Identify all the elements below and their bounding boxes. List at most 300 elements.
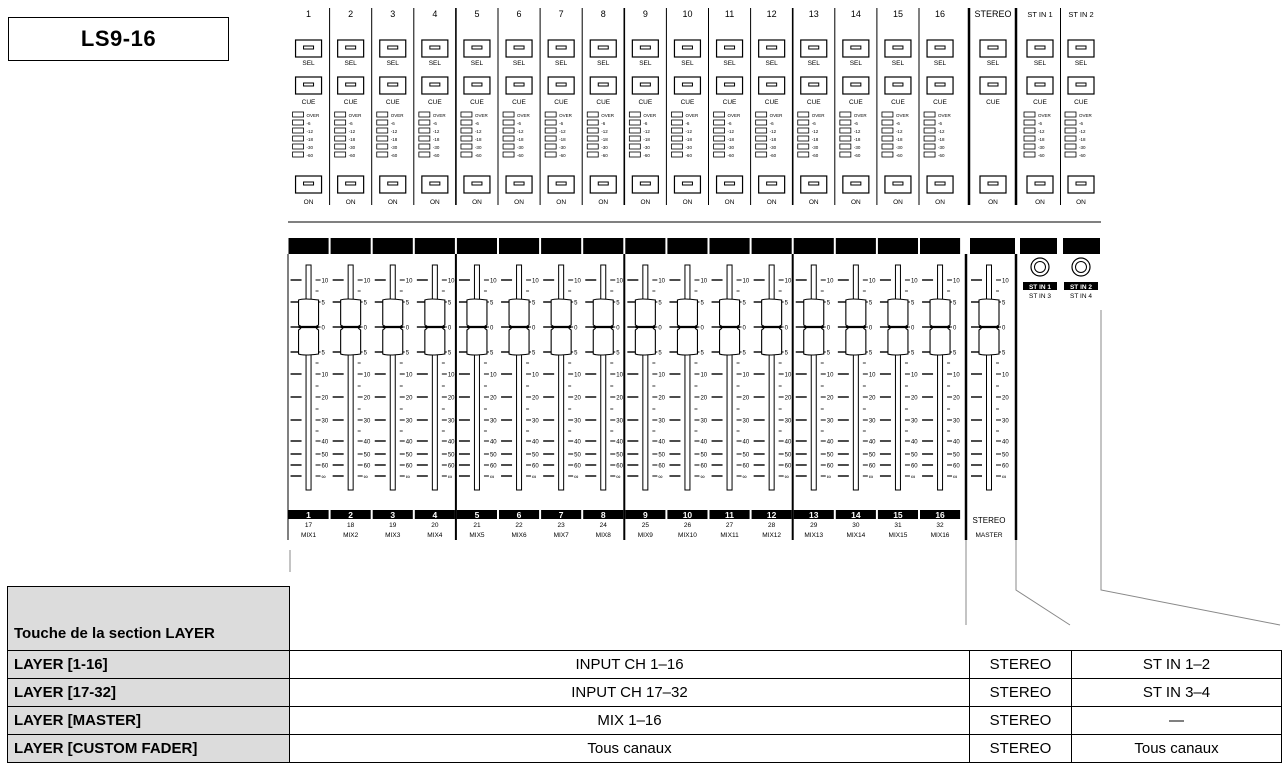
meter-segment [293, 152, 304, 157]
fader-scale-label: 30 [363, 418, 371, 425]
layer-stereo: STEREO [970, 707, 1072, 735]
fader-scale-label: 10 [447, 372, 455, 379]
fader-scale-label: 10 [616, 278, 623, 285]
fader-scale-label: 5 [742, 350, 746, 357]
fader-scale-label: 5 [910, 300, 915, 307]
mix-label: MIX8 [595, 532, 611, 539]
meter-label: OVER [517, 113, 530, 118]
fader-scale-label: 10 [363, 278, 371, 285]
channel-bottom-number: 16 [935, 510, 945, 520]
meter-segment [1065, 144, 1076, 149]
cue-label: CUE [891, 99, 905, 106]
meter-segment [840, 120, 851, 125]
cue-button-led [725, 83, 735, 86]
fader-scale-label: 0 [489, 325, 494, 332]
layer-key: LAYER [17-32] [8, 679, 290, 707]
sel-button-led [430, 46, 440, 49]
meter-segment [1065, 112, 1076, 117]
meter-segment [377, 144, 388, 149]
on-button-led [935, 182, 945, 185]
fader-scale-label: 5 [405, 300, 410, 307]
meter-label: -60 [348, 153, 356, 158]
fader-scale-label: ∞ [616, 474, 621, 481]
channel-fader [291, 265, 329, 490]
channel-name-display [878, 238, 918, 254]
channel-bottom-number: 7 [558, 510, 564, 520]
cue-label: CUE [986, 99, 1000, 106]
stereo-fader [971, 265, 1009, 490]
meter-segment [587, 152, 598, 157]
fader-scale-label: 30 [784, 418, 792, 425]
fader-scale-label: 40 [700, 439, 708, 446]
meter-segment [587, 128, 598, 133]
sel-button-led [514, 46, 524, 49]
fader-scale-label: 5 [658, 350, 662, 357]
fader-scale-label: ∞ [826, 474, 832, 481]
meter-segment [419, 112, 430, 117]
sel-label: SEL [1033, 60, 1047, 67]
meter-segment [377, 112, 388, 117]
meter-segment [335, 144, 346, 149]
meter-label: -60 [811, 153, 819, 158]
meter-label: OVER [348, 113, 362, 118]
meter-segment [1024, 144, 1035, 149]
meter-segment [756, 120, 767, 125]
layer-key: LAYER [CUSTOM FADER] [8, 735, 290, 763]
on-label: ON [988, 199, 998, 206]
fader-scale-label: 40 [616, 439, 623, 446]
layer-stereo: STEREO [970, 651, 1072, 679]
channel-bottom-number: 4 [432, 510, 438, 520]
fader-scale-label: 5 [363, 300, 367, 307]
fader-scale-label: 50 [405, 452, 413, 459]
sel-button-led [640, 46, 650, 49]
meter-label: -12 [559, 129, 566, 134]
meter-segment [377, 128, 388, 133]
channel-number: 14 [850, 9, 861, 19]
meter-label: -6 [727, 121, 732, 126]
channel-name-display [499, 238, 539, 254]
meter-segment [587, 136, 598, 141]
cue-button-led [472, 83, 482, 86]
channel-number: 16 [935, 9, 946, 19]
meter-segment [587, 112, 598, 117]
fader-scale-label: 0 [953, 325, 957, 332]
sel-label: SEL [807, 60, 820, 67]
on-label: ON [598, 199, 609, 206]
channel-alt-number: 26 [683, 522, 692, 529]
meter-label: OVER [727, 113, 741, 118]
meter-label: -6 [517, 121, 522, 126]
channel-alt-number: 27 [725, 522, 734, 529]
fader-scale-label: 60 [447, 463, 455, 470]
meter-segment [714, 144, 725, 149]
sel-label: SEL [849, 60, 862, 67]
meter-label: -18 [474, 137, 482, 142]
meter-segment [629, 136, 640, 141]
fader-scale-label: 10 [658, 278, 666, 285]
fader-scale-label: 50 [784, 452, 792, 459]
cue-button-led [388, 83, 398, 86]
fader-scale-label: 5 [321, 300, 325, 307]
meter-segment [714, 112, 725, 117]
meter-label: -18 [517, 137, 524, 142]
meter-segment [1065, 128, 1076, 133]
meter-segment [671, 152, 682, 157]
meter-segment [671, 144, 682, 149]
fader-scale-label: ∞ [363, 474, 368, 481]
meter-label: -30 [853, 145, 861, 150]
meter-segment [461, 152, 472, 157]
meter-segment [1065, 120, 1076, 125]
meter-segment [461, 112, 472, 117]
meter-label: -18 [769, 137, 777, 142]
sel-button-led [725, 46, 735, 49]
fader-scale-label: 5 [532, 300, 536, 307]
on-button-led [514, 182, 524, 185]
meter-segment [756, 152, 767, 157]
layer-main: INPUT CH 1–16 [290, 651, 970, 679]
cue-label: CUE [1033, 99, 1047, 106]
meter-label: OVER [769, 113, 783, 118]
meter-label: -30 [1038, 145, 1045, 150]
layer-key: LAYER [MASTER] [8, 707, 290, 735]
meter-segment [924, 136, 935, 141]
meter-segment [798, 136, 809, 141]
meter-segment [629, 112, 640, 117]
fader-scale-label: 20 [700, 395, 708, 402]
stin-label: ST IN 1 [1028, 284, 1052, 291]
meter-label: -18 [432, 137, 440, 142]
fader-scale-label: 20 [953, 395, 960, 402]
layer-main: MIX 1–16 [290, 707, 970, 735]
meter-label: -60 [938, 153, 945, 158]
fader-scale-label: 0 [405, 325, 410, 332]
meter-segment [671, 136, 682, 141]
stin-cue-button-led [1076, 83, 1086, 86]
sel-button-led [682, 46, 692, 49]
meter-segment [335, 120, 346, 125]
channel-fader [501, 265, 539, 490]
channel-bottom-number: 3 [390, 510, 396, 520]
stereo-sel-button-led [988, 46, 998, 49]
fader-scale-label: 0 [574, 325, 578, 332]
meter-segment [756, 136, 767, 141]
meter-label: -60 [306, 153, 314, 158]
fader-scale-label: 20 [658, 395, 666, 402]
meter-label: -30 [895, 145, 903, 150]
channel-number: 9 [642, 9, 648, 19]
fader-scale-label: 40 [742, 439, 750, 446]
fader-scale-label: 20 [447, 395, 455, 402]
channel-name-display [836, 238, 876, 254]
fader-scale-label: 10 [826, 278, 834, 285]
fader-scale-label: 60 [363, 463, 371, 470]
mix-label: MIX4 [427, 532, 443, 539]
meter-label: -18 [601, 137, 608, 142]
fader-scale-label: 50 [700, 452, 708, 459]
fader-scale-label: 5 [447, 350, 452, 357]
stin-top-label: ST IN 1 [1027, 10, 1053, 19]
cue-label: CUE [638, 99, 653, 106]
fader-scale-label: 60 [574, 463, 581, 470]
fader-scale-label: ∞ [321, 474, 326, 481]
meter-segment [419, 128, 430, 133]
fader-scale-label: 30 [700, 418, 708, 425]
fader-scale-label: 0 [868, 325, 873, 332]
channel-number: 7 [558, 9, 564, 19]
meter-segment [587, 144, 598, 149]
meter-label: -12 [390, 129, 398, 134]
meter-label: -12 [348, 129, 356, 134]
fader-scale-label: 20 [321, 395, 329, 402]
layer-stin: ST IN 3–4 [1072, 679, 1282, 707]
layer-table-header-row [8, 587, 1282, 651]
channel-alt-number: 32 [936, 522, 944, 529]
fader-scale-label: 60 [616, 463, 623, 470]
fader-scale-label: 40 [910, 439, 918, 446]
meter-segment [1024, 112, 1035, 117]
fader-scale-label: ∞ [784, 474, 789, 481]
on-button-led [809, 182, 819, 185]
fader-scale-label: 10 [489, 372, 497, 379]
fader-scale-label: 0 [1002, 325, 1006, 332]
model-label: LS9-16 [80, 26, 157, 51]
fader-scale-label: 30 [321, 418, 329, 425]
fader-scale-label: 40 [658, 439, 666, 446]
fader-scale-label: 5 [910, 350, 915, 357]
meter-segment [503, 128, 514, 133]
sel-button-led [893, 46, 903, 49]
fader-scale-label: 0 [321, 325, 325, 332]
meter-segment [461, 120, 472, 125]
fader-scale-label: 10 [321, 372, 329, 379]
channel-fader [712, 265, 750, 490]
fader-scale-label: 20 [868, 395, 876, 402]
meter-label: -60 [1079, 153, 1086, 158]
channel-fader [333, 265, 371, 490]
meter-segment [419, 144, 430, 149]
fader-scale-label: 30 [953, 418, 960, 425]
meter-label: -60 [685, 153, 692, 158]
meter-segment [377, 136, 388, 141]
fader-scale-label: 40 [363, 439, 371, 446]
fader-scale-label: 60 [658, 463, 666, 470]
channel-bottom-number: 1 [306, 510, 311, 520]
meter-label: -12 [432, 129, 440, 134]
sel-label: SEL [302, 60, 315, 67]
fader-scale-label: ∞ [910, 474, 916, 481]
meter-segment [503, 120, 514, 125]
channel-name-display [794, 238, 834, 254]
fader-scale-label: 10 [910, 372, 918, 379]
meter-segment [714, 120, 725, 125]
meter-label: -30 [432, 145, 440, 150]
fader-scale-label: ∞ [1002, 474, 1007, 481]
meter-segment [1024, 128, 1035, 133]
stereo-on-button-led [988, 182, 998, 185]
fader-scale-label: 50 [532, 452, 539, 459]
fader-scale-label: 5 [616, 350, 620, 357]
fader-scale-label: 30 [489, 418, 497, 425]
leader-line [1101, 310, 1280, 625]
meter-label: -6 [390, 121, 395, 126]
fader-scale-label: 10 [700, 278, 708, 285]
fader-scale-label: 30 [868, 418, 876, 425]
fader-scale-label: 10 [910, 278, 918, 285]
meter-segment [714, 152, 725, 157]
meter-segment [882, 136, 893, 141]
meter-label: -30 [643, 145, 650, 150]
meter-label: OVER [853, 113, 867, 118]
meter-segment [545, 128, 556, 133]
meter-segment [840, 136, 851, 141]
fader-scale-label: 20 [532, 395, 539, 402]
on-label: ON [472, 199, 482, 206]
channel-number: 4 [432, 9, 438, 19]
fader-scale-label: 10 [868, 278, 876, 285]
channel-number: 11 [724, 9, 735, 19]
fader-scale-label: 60 [953, 463, 960, 470]
layer-stin: Tous canaux [1072, 735, 1282, 763]
meter-segment [335, 128, 346, 133]
mix-label: MIX2 [343, 532, 359, 539]
meter-segment [798, 128, 809, 133]
fader-scale-label: 0 [532, 325, 536, 332]
meter-label: -30 [601, 145, 608, 150]
meter-segment [882, 112, 893, 117]
meter-label: -12 [853, 129, 861, 134]
fader-scale-label: 5 [489, 300, 494, 307]
meter-label: OVER [685, 113, 699, 118]
meter-label: -12 [895, 129, 903, 134]
fader-scale-label: 40 [826, 439, 834, 446]
channel-bottom-number: 2 [348, 510, 354, 520]
cue-label: CUE [722, 99, 737, 106]
cue-button-led [514, 83, 524, 86]
meter-label: -6 [1079, 121, 1084, 126]
stin-name-display [1063, 238, 1100, 254]
channel-fader [669, 265, 707, 490]
fader-scale-label: 5 [826, 300, 831, 307]
stin-name-display [1020, 238, 1057, 254]
cue-button-led [893, 83, 903, 86]
sel-label: SEL [1074, 60, 1088, 67]
meter-segment [419, 152, 430, 157]
meter-label: -18 [811, 137, 819, 142]
channel-fader [375, 265, 413, 490]
meter-label: -18 [685, 137, 692, 142]
channel-bottom-number: 8 [600, 510, 606, 520]
fader-scale-label: 60 [784, 463, 792, 470]
channel-number: 1 [306, 9, 312, 19]
fader-scale-label: 5 [953, 300, 957, 307]
meter-label: -18 [643, 137, 650, 142]
fader-scale-label: 10 [784, 372, 792, 379]
sel-label: SEL [765, 60, 778, 67]
fader-scale-label: ∞ [868, 474, 874, 481]
fader-scale-label: ∞ [700, 474, 705, 481]
meter-label: -60 [432, 153, 440, 158]
meter-segment [714, 136, 725, 141]
meter-label: OVER [895, 113, 909, 118]
meter-segment [1065, 136, 1076, 141]
fader-scale-label: 40 [784, 439, 792, 446]
layer-stereo: STEREO [970, 679, 1072, 707]
meter-label: -12 [938, 129, 945, 134]
channel-alt-number: 19 [389, 522, 397, 529]
stin-on-button-led [1035, 182, 1045, 185]
meter-segment [293, 128, 304, 133]
fader-scale-label: 50 [489, 452, 497, 459]
channel-bottom-number: 6 [516, 510, 522, 520]
layer-key: LAYER [1-16] [8, 651, 290, 679]
channel-bottom-number: 15 [893, 510, 903, 520]
layer-table-row [8, 735, 1282, 763]
meter-segment [882, 120, 893, 125]
meter-segment [587, 120, 598, 125]
on-label: ON [850, 199, 861, 206]
meter-label: -30 [474, 145, 482, 150]
meter-segment [924, 152, 935, 157]
cue-label: CUE [848, 99, 863, 106]
fader-scale-label: 50 [447, 452, 455, 459]
fader-scale-label: 10 [321, 278, 329, 285]
layer-table-header: Touche de la section LAYER [8, 587, 290, 651]
on-label: ON [808, 199, 819, 206]
meter-label: -60 [517, 153, 524, 158]
sel-label: SEL [639, 60, 652, 67]
stin-top-label: ST IN 2 [1068, 10, 1094, 19]
sel-button-led [472, 46, 482, 49]
meter-label: -18 [853, 137, 861, 142]
meter-label: -18 [306, 137, 314, 142]
channel-name-display [625, 238, 665, 254]
fader-scale-label: 60 [826, 463, 834, 470]
fader-scale-label: 50 [363, 452, 371, 459]
fader-scale-label: 40 [447, 439, 455, 446]
channel-name-display [331, 238, 371, 254]
on-label: ON [640, 199, 651, 206]
channel-fader [880, 265, 918, 490]
fader-scale-label: 5 [868, 300, 873, 307]
layer-stereo: STEREO [970, 735, 1072, 763]
cue-button-led [767, 83, 777, 86]
fader-scale-label: 10 [574, 278, 581, 285]
meter-segment [756, 128, 767, 133]
sel-button-led [767, 46, 777, 49]
meter-label: -18 [348, 137, 356, 142]
channel-name-display [289, 238, 329, 254]
meter-label: -6 [1038, 121, 1043, 126]
fader-scale-label: 5 [868, 350, 873, 357]
layer-stin: ST IN 1–2 [1072, 651, 1282, 679]
fader-scale-label: 30 [1002, 418, 1009, 425]
fader-scale-label: 5 [742, 300, 746, 307]
fader-scale-label: 10 [532, 278, 539, 285]
on-label: ON [345, 199, 356, 206]
sel-label: SEL [428, 60, 441, 67]
channel-alt-number: 17 [304, 522, 313, 529]
meter-segment [1024, 152, 1035, 157]
channel-name-display [667, 238, 707, 254]
fader-scale-label: 50 [742, 452, 750, 459]
fader-scale-label: ∞ [532, 474, 537, 481]
channel-bottom-number: 10 [682, 510, 693, 520]
meter-label: -30 [306, 145, 314, 150]
meter-label: -6 [938, 121, 943, 126]
fader-scale-label: 20 [826, 395, 834, 402]
